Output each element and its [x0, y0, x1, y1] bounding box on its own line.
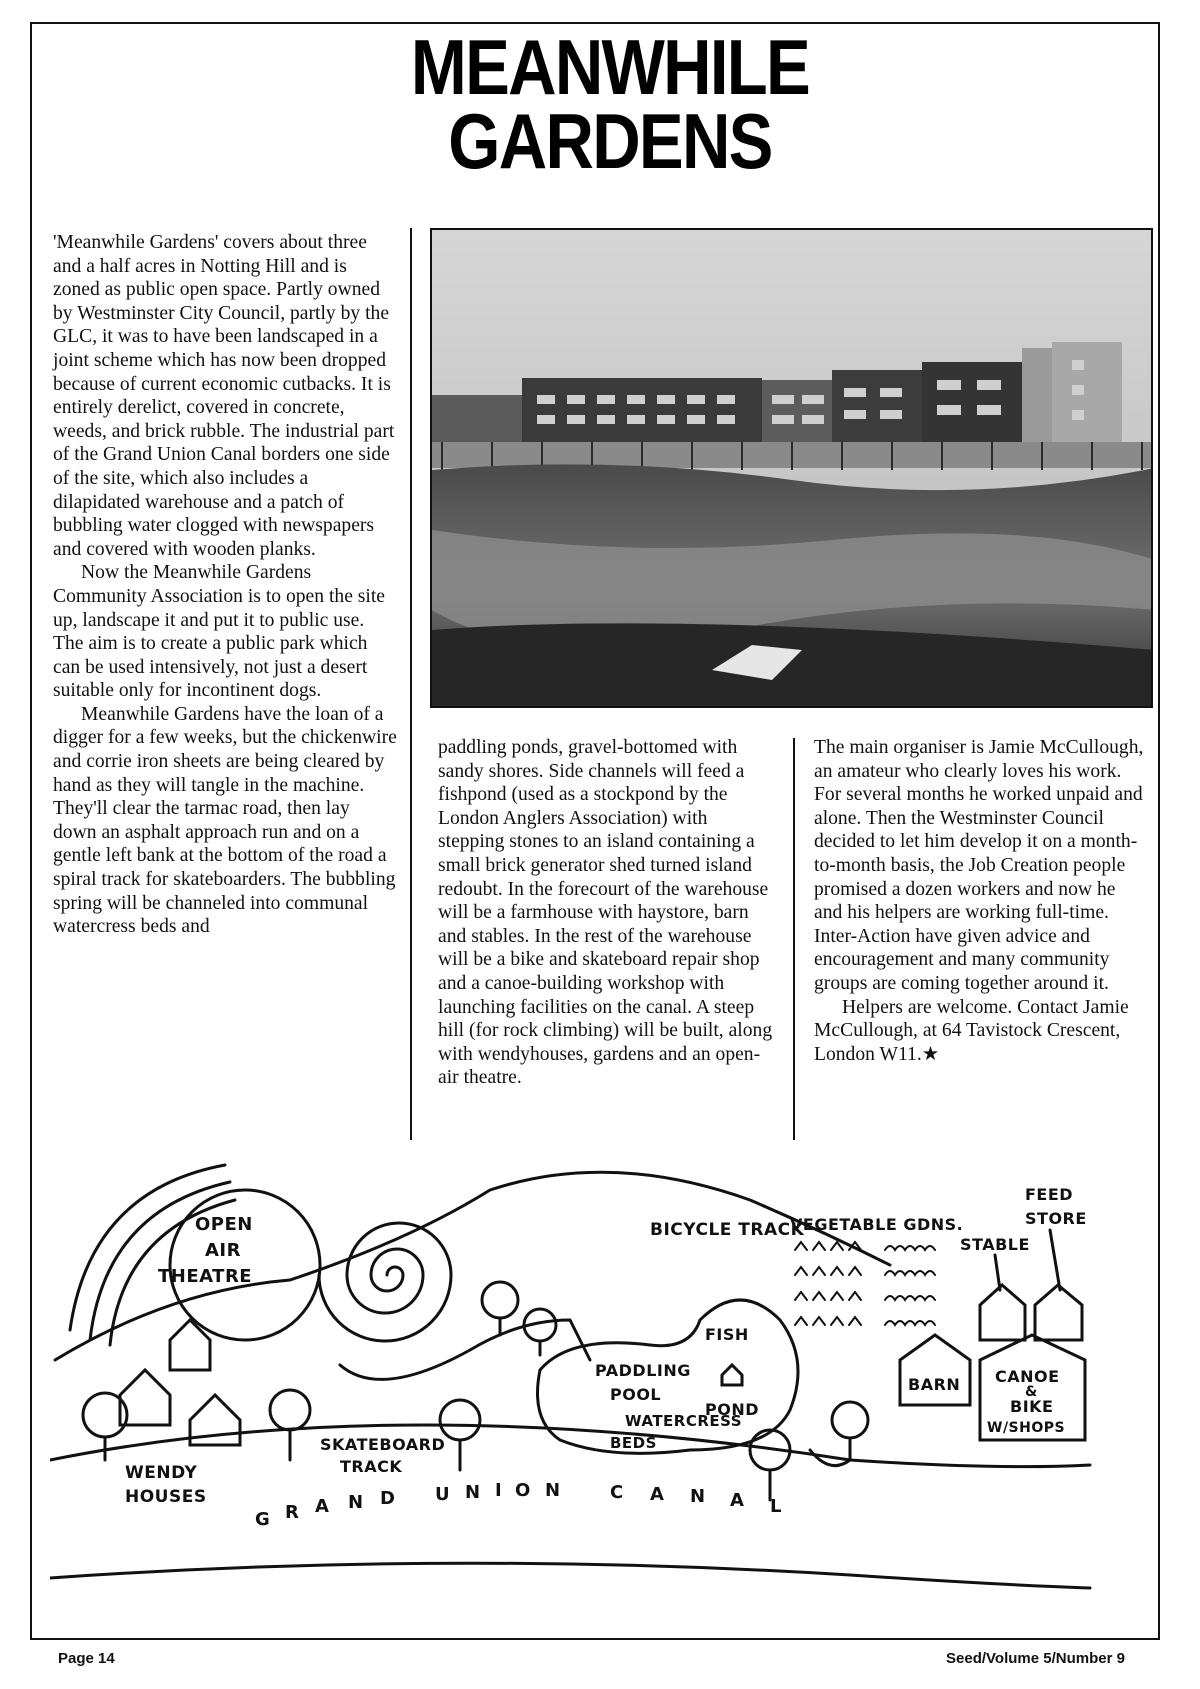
svg-text:N: N — [690, 1486, 706, 1507]
label-vegetable-gardens: VEGETABLE GDNS. — [790, 1215, 964, 1234]
label-fish: FISH — [705, 1325, 749, 1344]
label-pond: POND — [705, 1400, 759, 1419]
label-pool: POOL — [610, 1385, 662, 1404]
label-workshops: W/SHOPS — [987, 1420, 1066, 1436]
label-bicycle-track: BICYCLE TRACK — [650, 1220, 805, 1240]
svg-text:I: I — [495, 1480, 503, 1501]
label-bike: BIKE — [1010, 1397, 1054, 1416]
issue-info: Seed/Volume 5/Number 9 — [946, 1650, 1125, 1667]
svg-text:O: O — [515, 1480, 531, 1501]
label-theatre: THEATRE — [158, 1266, 253, 1287]
paragraph: paddling ponds, gravel-bottomed with sandy shores. Side channels will feed a fishpond (used as a stockpond by the London Anglers Association) with stepping stones to an island containing a small brick generator shed turned island redoubt. In the forecourt of the warehouse will be a farmhouse with haystore, barn and stables. In the rest of the warehouse will be a bike and skateboard repair shop and a canoe-building workshop with launching facilities on the canal. A steep hill (for rock climbing) will be built, along with wendyhouses, gardens and an open-air theatre. — [438, 737, 773, 1089]
label-canoe: CANOE — [995, 1367, 1060, 1386]
label-houses: HOUSES — [125, 1487, 207, 1507]
column-divider — [793, 738, 795, 1140]
column-divider — [410, 228, 412, 1140]
label-skateboard: SKATEBOARD — [320, 1435, 446, 1454]
theatre-circle — [170, 1190, 320, 1340]
svg-text:N: N — [465, 1482, 481, 1503]
vegetable-rows — [795, 1242, 935, 1325]
trees — [83, 1282, 868, 1500]
svg-text:G: G — [255, 1509, 271, 1530]
canal-label — [255, 1480, 782, 1530]
wendy-houses — [120, 1320, 240, 1445]
skateboard-spiral — [319, 1223, 590, 1379]
label-ampersand: & — [1025, 1384, 1038, 1400]
site-photo — [430, 228, 1153, 708]
paragraph: Helpers are welcome. Contact Jamie McCullough, at 64 Tavistock Crescent, London W11.★ — [814, 996, 1129, 1065]
svg-text:A: A — [315, 1496, 330, 1517]
paragraph: The main organiser is Jamie McCullough, an amateur who clearly loves his work. For several months he worked unpaid and alone. Then the Westminster Council decided to let him develop it on a month-to-month basis, the Job Creation people promised a dozen workers and now he and his helpers are working full-time. Inter-Action have given advice and encouragement and many community groups are coming together around it. — [814, 737, 1144, 994]
svg-text:N: N — [348, 1492, 364, 1513]
paragraph: Now the Meanwhile Gardens Community Association is to open the site up, landscape it and put it to public use. The aim is to create a public park which can be used intensively, not just a desert suitable only for incontinent dogs. — [53, 562, 385, 702]
svg-text:U: U — [435, 1484, 451, 1505]
label-store: STORE — [1025, 1209, 1087, 1228]
barn-building — [900, 1335, 970, 1405]
svg-text:A: A — [730, 1490, 745, 1511]
label-stable: STABLE — [960, 1235, 1030, 1254]
svg-text:A: A — [650, 1484, 665, 1505]
label-track: TRACK — [340, 1457, 403, 1476]
site-plan-drawing — [50, 1130, 1160, 1635]
page-number: Page 14 — [58, 1650, 115, 1667]
paragraph: Meanwhile Gardens have the loan of a digger for a few weeks, but the chickenwire and corrie iron sheets are being cleared by hand as they will tangle in the machine. They'll clear the tarmac road, then lay down an asphalt approach run and on a gentle left bank at the bottom of the road a spiral track for skateboarders. The bubbling spring will be channeled into communal watercress beds and — [53, 703, 397, 938]
label-open: OPEN — [195, 1214, 253, 1235]
generator-shed — [722, 1365, 742, 1385]
title-line-1: MEANWHILE — [410, 23, 810, 111]
label-air: AIR — [205, 1240, 241, 1261]
label-feed: FEED — [1025, 1185, 1074, 1204]
canal-bank-bottom — [50, 1563, 1090, 1588]
svg-text:D: D — [380, 1488, 396, 1509]
right-column — [814, 736, 1144, 1066]
label-beds: BEDS — [610, 1434, 657, 1452]
svg-text:C: C — [610, 1482, 624, 1503]
label-watercress: WATERCRESS — [625, 1412, 743, 1430]
middle-column — [438, 736, 778, 1090]
svg-text:R: R — [285, 1502, 300, 1523]
svg-text:L: L — [770, 1496, 782, 1517]
feed-store-building — [1035, 1285, 1082, 1340]
svg-text:N: N — [545, 1480, 561, 1501]
label-wendy: WENDY — [125, 1463, 198, 1483]
stable-building — [980, 1285, 1025, 1340]
label-barn: BARN — [908, 1375, 961, 1394]
article-title — [343, 23, 876, 185]
paragraph: 'Meanwhile Gardens' covers about three and a half acres in Notting Hill and is zoned as public open space. Partly owned by Westminster City Council, partly by the GLC, it was to have been landscaped in a joint scheme which has now been dropped because of current economic cutbacks. It is entirely derelict, covered in concrete, weeds, and brick rubble. The industrial part of the Grand Union Canal borders one side of the site, which also includes a dilapidated warehouse and a patch of bubbling water clogged with newspapers and covered with wooden planks. — [53, 232, 395, 560]
left-column — [53, 231, 398, 939]
label-paddling: PADDLING — [595, 1361, 691, 1380]
title-line-2: GARDENS — [448, 97, 772, 185]
